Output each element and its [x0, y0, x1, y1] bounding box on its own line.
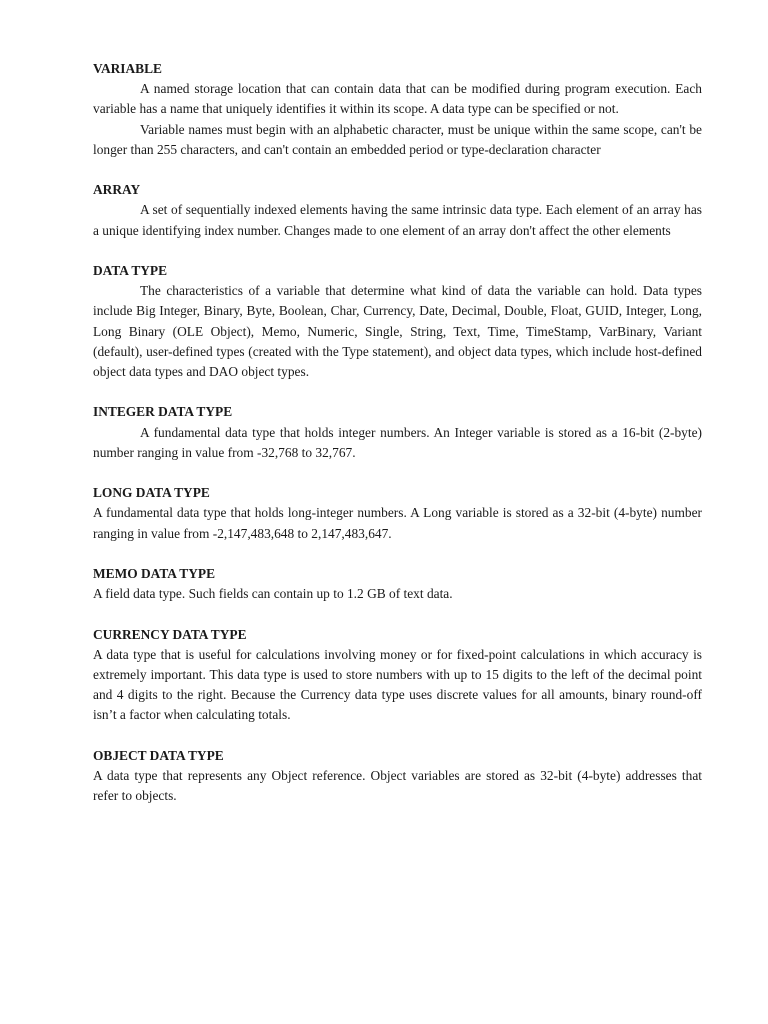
section-heading: MEMO DATA TYPE: [93, 566, 216, 581]
section-heading: ARRAY: [93, 182, 141, 198]
section-heading: DATA TYPE: [93, 263, 168, 278]
section-heading: CURRENCY DATA TYPE: [93, 626, 247, 642]
section-paragraph: A data type that represents any Object reference. Object variables are stored as 32-bit (4-byte) addresses that refer to objects.: [93, 768, 702, 804]
section-data-type: [93, 261, 702, 382]
section-integer-data-type: [93, 402, 702, 463]
section-paragraph: Variable names must begin with an alphabetic character, must be unique within the same scope, can't be longer than 255 characters, and can't contain an embedded period or type-declaration character: [93, 121, 702, 157]
section-currency-data-type: [93, 625, 702, 726]
section-heading: VARIABLE: [93, 61, 162, 76]
section-paragraph: A fundamental data type that holds long-integer numbers. A Long variable is stored as a 32-bit (4-byte) number ranging in value from -2,147,483,648 to 2,147,483,647.: [93, 505, 702, 541]
section-array: [93, 180, 702, 241]
section-object-data-type: [93, 746, 702, 807]
section-paragraph: A data type that is useful for calculations involving money or for fixed-point calculations in which accuracy is extremely important. This data type is used to store numbers with up to 15 digits to the left of the decimal point and 4 digits to the right. Because the Currency data type uses discrete values for all amounts, binary round-off isn’t a factor when calculating totals.: [93, 646, 702, 723]
section-long-data-type: [93, 483, 702, 544]
section-paragraph: A set of sequentially indexed elements having the same intrinsic data type. Each element of an array has a unique identifying index number. Changes made to one element of an array don't affect the other elements: [93, 202, 702, 238]
section-paragraph: The characteristics of a variable that determine what kind of data the variable can hold. Data types include Big Integer, Binary, Byte, Boolean, Char, Currency, Date, Decimal, Double, Float, GUID, Integer, Long, Long Binary (OLE Object), Memo, Numeric, Single, String, Text, Time, TimeStamp, VarBinary, Variant (default), user-defined types (created with the Type statement), and object data types, which include host-defined object data types and DAO object types.: [93, 283, 702, 380]
section-heading: LONG DATA TYPE: [93, 485, 210, 501]
section-variable: [93, 59, 702, 160]
section-heading: INTEGER DATA TYPE: [93, 404, 233, 420]
section-heading: OBJECT DATA TYPE: [93, 747, 224, 763]
section-memo-data-type: [93, 564, 702, 604]
section-paragraph: A fundamental data type that holds integer numbers. An Integer variable is stored as a 16-bit (2-byte) number ranging in value from -32,768 to 32,767.: [93, 424, 702, 460]
document-page: [93, 59, 702, 827]
section-paragraph: A named storage location that can contain data that can be modified during program execution. Each variable has a name that uniquely identifies it within its scope. A data type can be specified or not.: [93, 81, 702, 117]
section-paragraph: A field data type. Such fields can contain up to 1.2 GB of text data.: [93, 586, 453, 602]
